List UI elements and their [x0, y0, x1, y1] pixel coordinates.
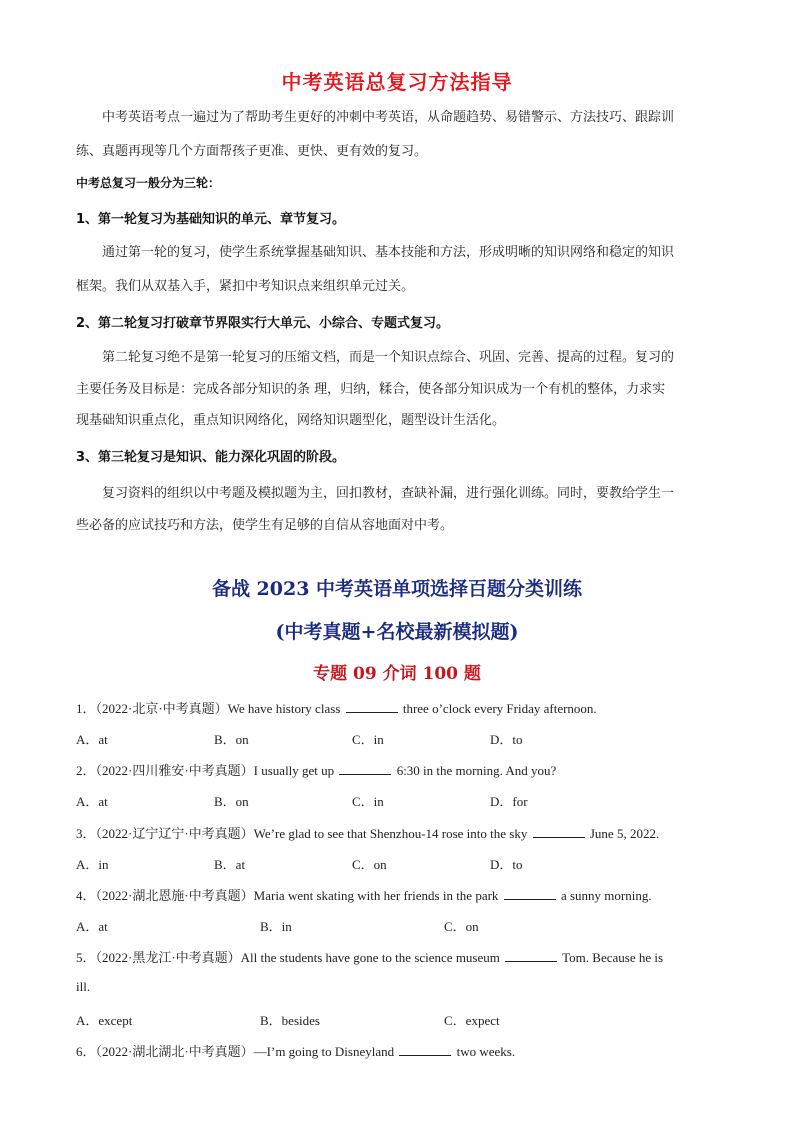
topic-heading: 专题 09 介词 100 题	[313, 664, 481, 684]
option: C．expect	[444, 1013, 500, 1028]
option: C．in	[352, 794, 384, 809]
answer-blank	[346, 700, 398, 713]
answer-blank	[533, 825, 585, 838]
question-stem-end: Tom. Because he is	[562, 950, 664, 965]
intro-line-2: 练、真题再现等几个方面帮孩子更准、更快、更有效的复习。	[76, 144, 428, 159]
option: D．to	[490, 732, 523, 747]
question-stem: 2．（2022·四川雅安·中考真题）I usually get up	[76, 763, 335, 778]
question-stem: 1．（2022·北京·中考真题）We have history class	[76, 701, 341, 716]
rounds-heading: 中考总复习一般分为三轮：	[76, 176, 221, 190]
round1-heading: 1、第一轮复习为基础知识的单元、章节复习。	[76, 212, 346, 227]
question-stem-end: three o’clock every Friday afternoon.	[402, 701, 597, 716]
option: B．at	[214, 857, 246, 872]
option: B．on	[214, 732, 249, 747]
question-1	[76, 698, 597, 717]
option: A．except	[76, 1013, 133, 1028]
question-5-continuation: ill.	[76, 979, 91, 994]
question-4	[76, 885, 652, 904]
answer-blank	[504, 887, 556, 900]
question-stem: 3．（2022·辽宁辽宁·中考真题）We’re glad to see that Shenzhou-14 rose into the sky	[76, 826, 528, 841]
option: C．on	[444, 919, 479, 934]
option: B．on	[214, 794, 249, 809]
round3-text-line-2: 些必备的应试技巧和方法，使学生有足够的自信从容地面对中考。	[76, 518, 454, 533]
option: D．for	[490, 794, 528, 809]
guide-title: 中考英语总复习方法指导	[281, 70, 513, 94]
round3-text-line-1: 复习资料的组织以中考题及模拟题为主，回扣教材，查缺补漏，进行强化训练。同时，要教给学生一	[102, 486, 675, 501]
question-3	[76, 823, 659, 842]
question-2	[76, 760, 556, 779]
question-stem-end: 6:30 in the morning. And you?	[396, 763, 557, 778]
option: A．at	[76, 919, 108, 934]
round2-text-line-1: 第二轮复习绝不是第一轮复习的压缩文档，而是一个知识点综合、巩固、完善、提高的过程。复习的	[102, 350, 675, 365]
answer-blank	[399, 1043, 451, 1056]
question-5	[76, 947, 663, 966]
option: D．to	[490, 857, 523, 872]
question-stem-end: June 5, 2022.	[589, 826, 660, 841]
question-stem: 6．（2022·湖北湖北·中考真题）—I’m going to Disneyland	[76, 1044, 395, 1059]
question-stem-end: two weeks.	[456, 1044, 516, 1059]
answer-blank	[505, 949, 557, 962]
question-stem: 5．（2022·黑龙江·中考真题）All the students have gone to the science museum	[76, 950, 500, 965]
question-6	[76, 1041, 515, 1060]
option: A．at	[76, 794, 108, 809]
option: A．in	[76, 857, 109, 872]
option: B．in	[260, 919, 292, 934]
round2-text-line-3: 现基础知识重点化，重点知识网络化，网络知识题型化，题型设计生活化。	[76, 413, 506, 428]
exercise-title: 备战 2023 中考英语单项选择百题分类训练	[211, 578, 583, 600]
round3-heading: 3、第三轮复习是知识、能力深化巩固的阶段。	[76, 450, 346, 465]
question-stem: 4．（2022·湖北恩施·中考真题）Maria went skating with her friends in the park	[76, 888, 499, 903]
intro-line-1: 中考英语考点一遍过为了帮助考生更好的冲刺中考英语，从命题趋势、易错警示、方法技巧、跟踪训	[102, 110, 675, 125]
option: C．in	[352, 732, 384, 747]
option: B．besides	[260, 1013, 320, 1028]
answer-blank	[339, 762, 391, 775]
exercise-subtitle: (中考真题+名校最新模拟题)	[275, 621, 519, 643]
round1-text-line-1: 通过第一轮的复习，使学生系统掌握基础知识、基本技能和方法，形成明晰的知识网络和稳定的知识	[102, 245, 675, 260]
round2-heading: 2、第二轮复习打破章节界限实行大单元、小综合、专题式复习。	[76, 316, 450, 331]
option: A．at	[76, 732, 108, 747]
question-stem-end: a sunny morning.	[560, 888, 652, 903]
round2-text-line-2: 主要任务及目标是：完成各部分知识的条 理，归纳，糅合，使各部分知识成为一个有机的整体，力求实	[76, 382, 666, 397]
option: C．on	[352, 857, 387, 872]
round1-text-line-2: 框架。我们从双基入手，紧扣中考知识点来组织单元过关。	[76, 279, 415, 294]
